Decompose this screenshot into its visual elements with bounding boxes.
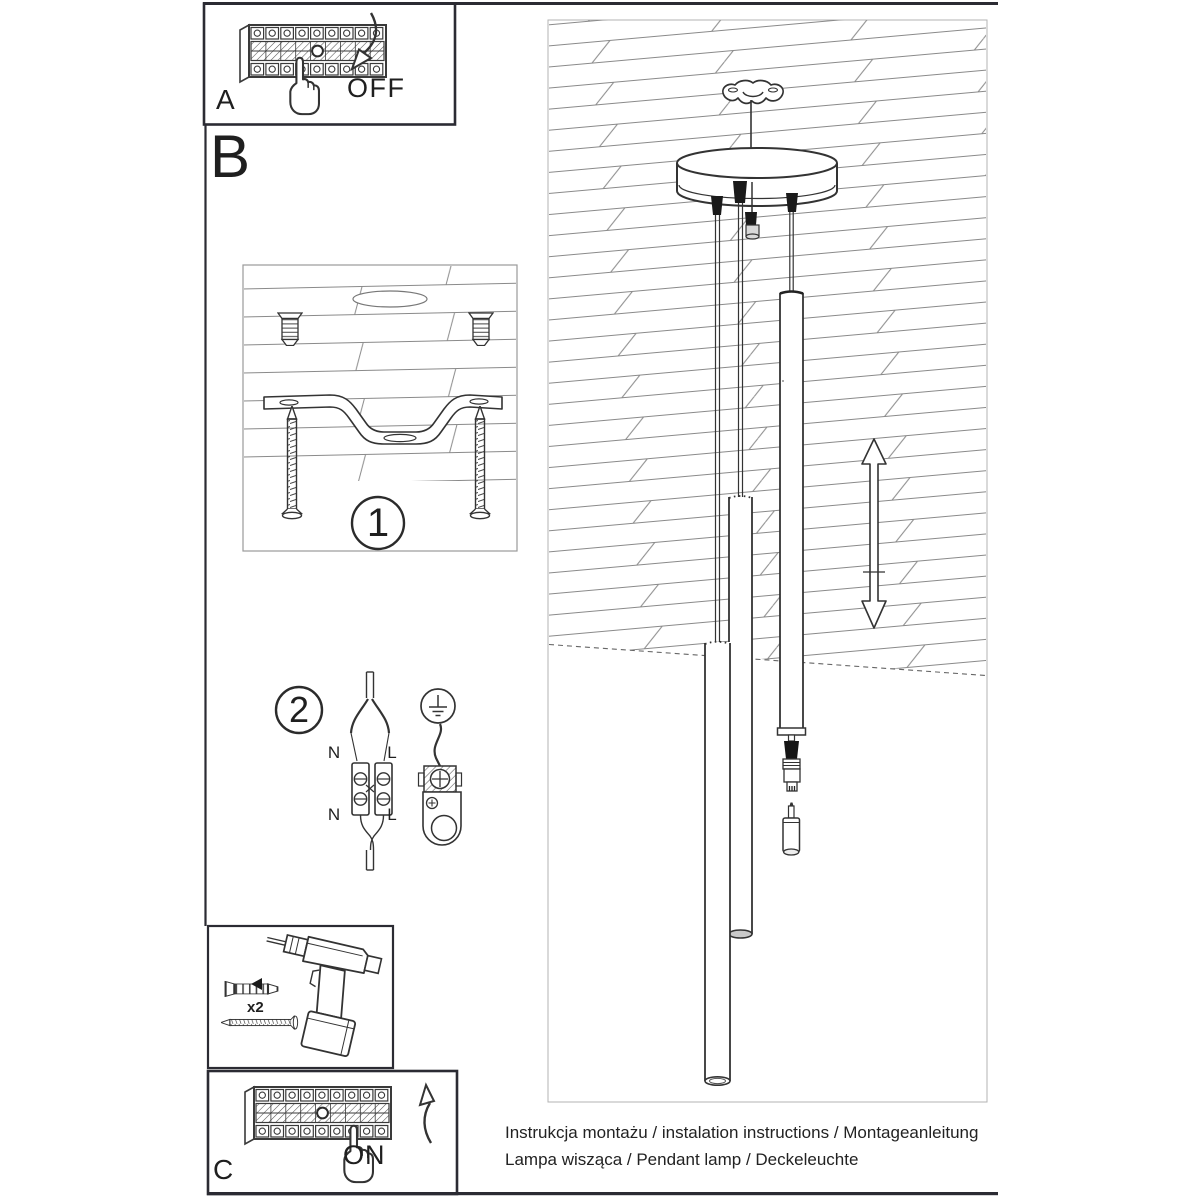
ceiling-planks [548,20,987,680]
mains-cable-diagram [328,672,397,870]
lamp-tube-left [705,642,730,1085]
panel-c-label: C [213,1154,234,1185]
ceiling-bracket-icon [723,81,783,104]
step2-illustration [276,672,462,870]
panel-b-label: B [210,123,251,190]
step2-number: 2 [288,689,310,730]
ceiling-canopy [677,148,837,206]
off-label: OFF [347,73,406,103]
wire-label-l-top: L [387,743,397,762]
wire-label-n-bottom: N [327,805,341,824]
step1-number: 1 [366,501,390,545]
footer-title-line1: Instrukcja montażu / instalation instructions / Montageanleitung [505,1123,979,1142]
tools-illustration [221,928,383,1059]
circuit-breaker-icon [245,1087,391,1144]
led-bulb-icon [783,803,800,856]
arrow-up-icon [420,1085,434,1143]
quantity-label: x2 [247,999,264,1016]
cord-grip-cone [784,741,799,759]
terminal-block [352,763,369,815]
lamp-tube-right [778,292,806,792]
panel-c-illustration [245,1085,434,1182]
step1-illustration [244,266,516,549]
lamp-tube-middle [729,496,752,938]
center-connector [745,212,757,225]
screw-horizontal-icon [221,1016,298,1029]
ceiling-hole [353,291,427,307]
pendant-lamp-figure [548,20,987,1102]
on-label: ON [343,1140,386,1170]
ground-connection-diagram [419,689,462,845]
wire-label-n-top: N [327,743,341,762]
panel-a-label: A [216,84,235,115]
tube-flange [778,728,806,735]
footer-title-line2: Lampa wisząca / Pendant lamp / Deckeleuchte [505,1150,859,1169]
wire-label-l-bottom: L [387,805,397,824]
